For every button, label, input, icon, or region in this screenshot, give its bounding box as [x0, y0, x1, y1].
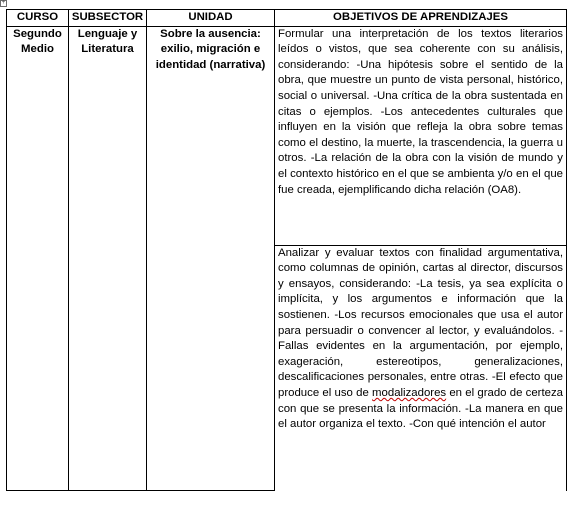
- header-subsector: SUBSECTOR: [69, 10, 147, 27]
- curso-line-1: Segundo: [13, 27, 62, 40]
- cell-unidad: [147, 26, 275, 491]
- curriculum-table: [6, 9, 567, 491]
- unidad-line-3: identidad (narrativa): [155, 58, 266, 71]
- subsector-line-1: Lenguaje y: [77, 27, 138, 40]
- header-row: [7, 10, 567, 27]
- objetivo-2-text-a: Analizar y evaluar textos con finalidad argumentativa, como columnas de opinión, cartas al director, discursos y ensayos, considerando: -La tesis, ya sea explícita o implícita, y los argumentos e información que la sostienen. -Los recursos emocionales que usa el autor para persuadir o convencer al lector, y evaluándolos. -Fallas evidentes en la argumentación, por ejemplo, exageración, estereotipos, generalizaciones, descalificaciones personales, entre otras. -El efecto que produce el uso de: [278, 246, 563, 399]
- header-unidad: UNIDAD: [147, 10, 275, 27]
- spellcheck-marked-word: modalizadores: [372, 386, 447, 399]
- table-row: [7, 26, 567, 245]
- cell-objetivo-oa8: Formular una interpretación de los textos literarios leídos o vistos, que sea coherente con su análisis, considerando: -Una hipótesis sobre el sentido de la obra, que muestre un punto de vista personal, histórico, social o universal. -Una crítica de la obra sustentada en citas o ejemplos. -Los antecedentes culturales que influyen en la visión que refleja la obra sobre temas como el destino, la muerte, la trascendencia, la guerra u otros. -La relación de la obra con la visión de mundo y el contexto histórico en el que se ambienta y/o en el que fue creada, ejemplificando dicha relación (OA8).: [275, 26, 567, 245]
- cell-curso: [7, 26, 69, 491]
- unidad-line-1: Sobre la ausencia:: [160, 27, 261, 40]
- unidad-line-2: exilio, migración e: [160, 43, 261, 56]
- header-curso: CURSO: [7, 10, 69, 27]
- objetivo-2-text-b: en el grado de certeza con que se presenta la información. -La manera en que el autor organiza el texto. -Con qué intención el autor: [278, 386, 563, 431]
- table-move-handle-icon[interactable]: +: [1, 0, 6, 6]
- cell-objetivo-argumentativo: [275, 245, 567, 491]
- cell-subsector: [69, 26, 147, 491]
- curso-line-2: Medio: [21, 43, 54, 56]
- header-objetivos: OBJETIVOS DE APRENDIZAJES: [275, 10, 567, 27]
- subsector-line-2: Literatura: [81, 43, 134, 56]
